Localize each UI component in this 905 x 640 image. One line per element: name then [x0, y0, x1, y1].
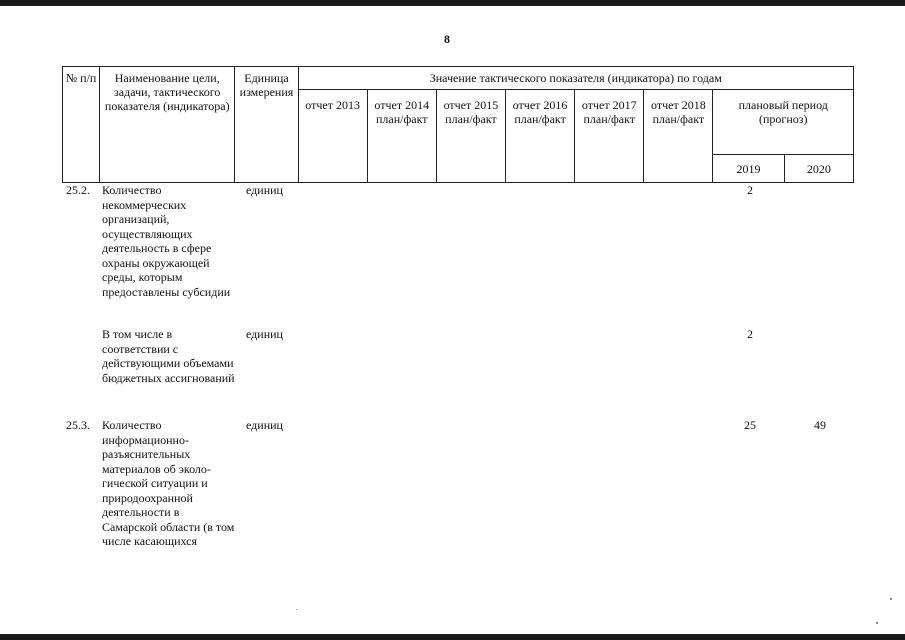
row-name: Количество информационно-разъяснительных материалов об эколо-гической ситуации и природоохранной деятельности в Самарской области (в том числе касающихся: [102, 418, 235, 548]
header-plan-period: плановый период (прогноз): [713, 90, 854, 155]
header-year-2017: отчет 2017 план/факт: [575, 90, 644, 183]
row-value-2019: 2: [747, 183, 753, 197]
row-name: В том числе в соответствии с действующими объемами бюджетных ассигнований: [102, 327, 235, 385]
header-year-2015: отчет 2015 план/факт: [436, 90, 505, 183]
row-value-2019: 25: [744, 418, 756, 432]
header-year-2014: отчет 2014 план/факт: [367, 90, 436, 183]
row-unit: единиц: [246, 418, 283, 432]
header-plan-2020: 2020: [784, 155, 853, 183]
row-name: Количество некоммерческих организаций, осуществляющих деятельность в сфере охраны окружающей среды, которым предоставлены субсидии: [102, 183, 231, 299]
row-unit: единиц: [246, 183, 283, 197]
row-number: 25.3.: [66, 418, 90, 432]
scan-speck: [296, 609, 297, 610]
header-number: № п/п: [63, 67, 100, 183]
scan-border-top: [0, 0, 905, 6]
header-name: Наименование цели, задачи, тактического показателя (индикатора): [100, 67, 235, 183]
header-year-2018: отчет 2018 план/факт: [644, 90, 713, 183]
row-value-2019: 2: [747, 327, 753, 341]
page-number: 8: [444, 32, 450, 46]
header-values-title: Значение тактического показателя (индикатора) по годам: [298, 67, 853, 90]
row-number: 25.2.: [66, 183, 90, 197]
row-value-2020: 49: [814, 418, 826, 432]
scan-speck: [890, 598, 892, 600]
scan-border-bottom: [0, 634, 905, 640]
header-year-2016: отчет 2016 план/факт: [506, 90, 575, 183]
indicator-table-header: [62, 66, 854, 183]
row-unit: единиц: [246, 327, 283, 341]
scan-speck: [876, 622, 878, 624]
header-plan-2019: 2019: [713, 155, 784, 183]
header-unit: Единица измерения: [235, 67, 298, 183]
header-year-2013: отчет 2013: [298, 90, 367, 183]
